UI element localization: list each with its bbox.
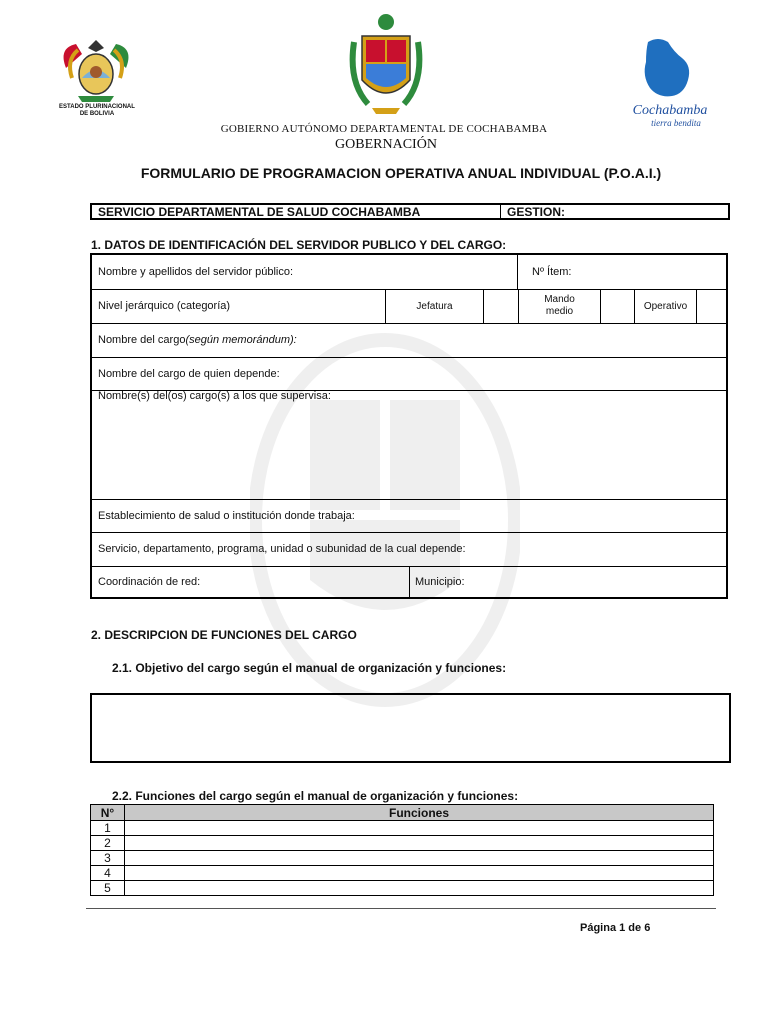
label-medio: medio (545, 306, 574, 317)
label-coordinacion: Coordinación de red: (98, 575, 201, 588)
row-nombre (92, 255, 726, 290)
row-servicio[interactable] (92, 532, 726, 567)
functions-table (90, 804, 714, 896)
label-servicio: Servicio, departamento, programa, unidad o subunidad de la cual depende: (98, 543, 466, 555)
label-supervisa: Nombre(s) del(os) cargo(s) a los que supervisa: (98, 390, 331, 402)
logo-text-cochabamba: Cochabamba (632, 103, 708, 118)
field-municipio[interactable] (409, 566, 726, 597)
table-row (91, 881, 714, 896)
form-title: FORMULARIO DE PROGRAMACION OPERATIVA ANUAL INDIVIDUAL (P.O.A.I.) (140, 165, 662, 181)
function-cell[interactable] (125, 881, 714, 896)
row-cargo-depende[interactable] (92, 357, 726, 391)
label-cargo-depende: Nombre del cargo de quien depende: (98, 367, 280, 380)
page-number: Página 1 de 6 (580, 922, 651, 934)
label-mando: Mando (544, 294, 575, 305)
row-number: 5 (91, 881, 125, 896)
label-operativo: Operativo (634, 289, 696, 323)
service-gestion-box (90, 203, 730, 220)
functions-table-header (91, 805, 714, 821)
label-cargo-end: ): (290, 334, 297, 346)
row-number: 2 (91, 836, 125, 851)
header-number: N° (91, 805, 125, 821)
cochabamba-tierra-bendita-logo-icon (630, 30, 710, 136)
label-nombre: Nombre y apellidos del servidor público: (98, 266, 294, 278)
table-row (91, 866, 714, 881)
logo-text-tierra-bendita: tierra bendita (651, 118, 701, 128)
label-establecimiento: Establecimiento de salud o institución donde trabaja: (98, 509, 355, 522)
label-mando-medio (518, 289, 600, 323)
checkbox-mando-medio[interactable] (600, 289, 634, 323)
objective-textbox[interactable] (90, 693, 731, 763)
table-row (91, 821, 714, 836)
label-cargo (98, 323, 726, 357)
cochabamba-coat-of-arms-icon (348, 12, 424, 117)
row-establecimiento[interactable] (92, 499, 726, 533)
table-row (91, 851, 714, 866)
function-cell[interactable] (125, 851, 714, 866)
section-1-heading: 1. DATOS DE IDENTIFICACIÓN DEL SERVIDOR PUBLICO Y DEL CARGO: (91, 238, 507, 252)
section-2-heading: 2. DESCRIPCION DE FUNCIONES DEL CARGO (91, 628, 357, 642)
header-funciones: Funciones (125, 805, 714, 821)
seal-caption-line-2: DE BOLIVIA (79, 111, 115, 117)
identification-table (90, 253, 728, 599)
field-item[interactable] (517, 255, 726, 289)
footer-divider (86, 908, 716, 909)
checkbox-operativo[interactable] (696, 289, 726, 323)
table-row (91, 836, 714, 851)
field-coordinacion[interactable] (98, 566, 408, 597)
row-number: 3 (91, 851, 125, 866)
service-name: SERVICIO DEPARTAMENTAL DE SALUD COCHABAMBA (92, 205, 501, 218)
label-cargo-italic: (según memorándum (185, 334, 290, 346)
bolivia-coat-of-arms-icon (58, 38, 134, 109)
row-coordinacion (92, 566, 726, 597)
function-cell[interactable] (125, 836, 714, 851)
section-2-1-heading: 2.1. Objetivo del cargo según el manual de organización y funciones: (112, 661, 507, 675)
function-cell[interactable] (125, 821, 714, 836)
label-cargo-main: Nombre del cargo (98, 334, 186, 346)
row-cargo[interactable] (92, 323, 726, 358)
label-jefatura: Jefatura (385, 289, 483, 323)
function-cell[interactable] (125, 866, 714, 881)
row-number: 4 (91, 866, 125, 881)
row-supervisa[interactable] (92, 390, 726, 500)
seal-caption-line-1: ESTADO PLURINACIONAL (59, 104, 135, 110)
label-nivel: Nivel jerárquico (categoría) (98, 300, 231, 312)
label-item: Nº Ítem: (532, 266, 572, 278)
government-name: GOBIERNO AUTÓNOMO DEPARTAMENTAL DE COCHABAMBA (220, 123, 548, 135)
section-2-2-heading: 2.2. Funciones del cargo según el manual de organización y funciones: (112, 789, 519, 803)
gobernacion-title: GOBERNACIÓN (335, 137, 437, 152)
checkbox-jefatura[interactable] (483, 289, 518, 323)
label-municipio: Municipio: (415, 575, 465, 588)
gestion-field[interactable]: GESTION: (507, 205, 566, 219)
row-nivel (92, 289, 726, 324)
bolivia-seal-caption (52, 104, 142, 118)
row-number: 1 (91, 821, 125, 836)
